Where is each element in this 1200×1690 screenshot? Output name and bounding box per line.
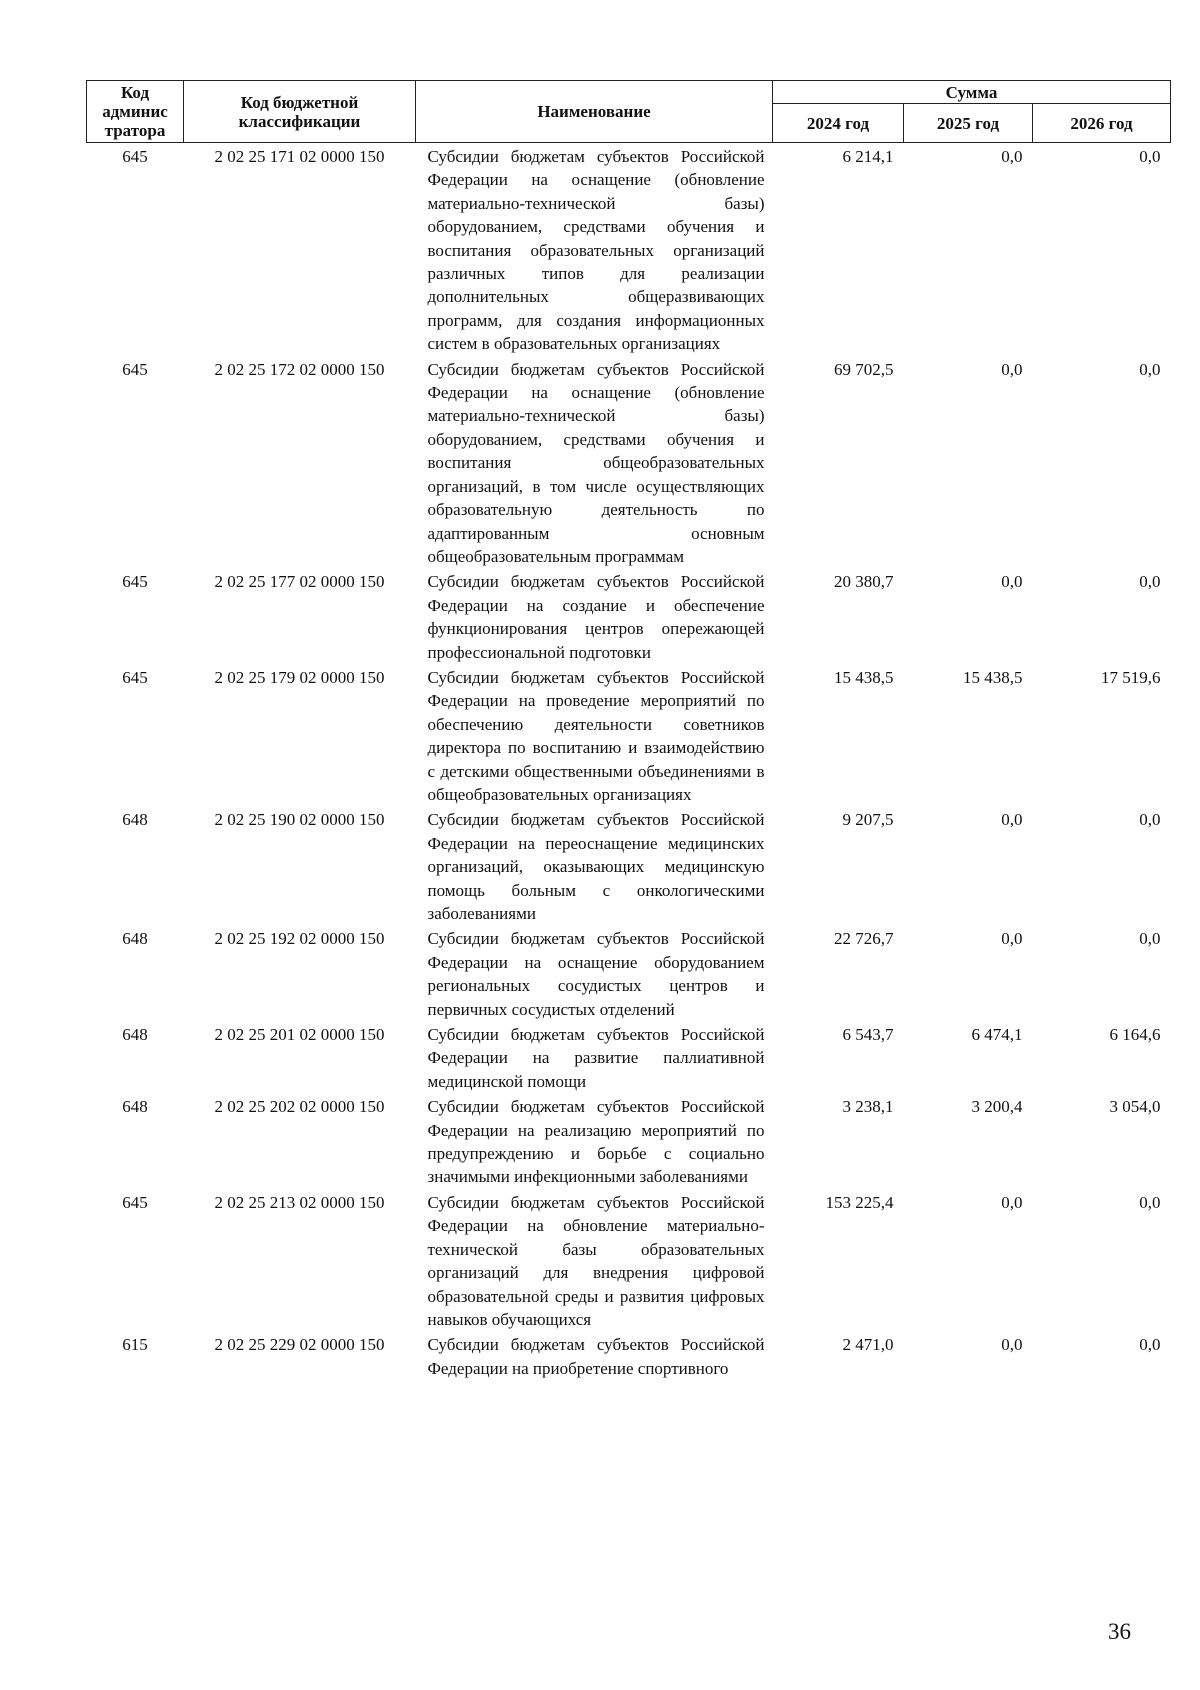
table-row xyxy=(87,1331,1171,1380)
budget-code-cell: 2 02 25 192 02 0000 150 xyxy=(214,929,385,949)
amount-2024-cell: 22 726,7 xyxy=(834,929,894,949)
amount-2025-cell: 15 438,5 xyxy=(963,667,1023,687)
amount-2024-cell: 2 471,0 xyxy=(842,1335,894,1355)
table-row xyxy=(87,1093,1171,1189)
amount-2026-cell: 3 054,0 xyxy=(1109,1097,1161,1117)
table-row xyxy=(87,1189,1171,1331)
amount-2026-cell: 0,0 xyxy=(1139,147,1161,166)
name-cell: Субсидии бюджетам субъектов Российской Федерации на создание и обеспечение функционирования центров опережающей профессиональной подготовки xyxy=(427,572,765,662)
amount-2025-cell: 0,0 xyxy=(1001,572,1023,592)
table-row xyxy=(87,356,1171,569)
budget-code-cell: 2 02 25 172 02 0000 150 xyxy=(214,359,385,379)
header-admin-code: Код админис тратора xyxy=(87,81,184,143)
amount-2024-cell: 15 438,5 xyxy=(834,667,894,687)
header-budget-code: Код бюджетной классификации xyxy=(184,81,416,143)
table-row xyxy=(87,143,1171,356)
name-cell: Субсидии бюджетам субъектов Российской Федерации на оснащение (обновление материально-технической базы) оборудованием, средствами обучения и воспитания общеобразовательных организаций, в том числе осуществляющих образовательную деятельность по адаптированным основным общеобразовательным программам xyxy=(427,359,765,566)
header-year-2025: 2025 год xyxy=(904,104,1033,143)
admin-code-cell: 648 xyxy=(122,1025,148,1045)
table-header xyxy=(87,81,1171,143)
budget-code-cell: 2 02 25 213 02 0000 150 xyxy=(214,1192,385,1212)
name-cell: Субсидии бюджетам субъектов Российской Федерации на переоснащение медицинских организаций, оказывающих медицинскую помощь больным с онкологическими заболеваниями xyxy=(427,810,765,923)
budget-code-cell: 2 02 25 171 02 0000 150 xyxy=(214,147,385,166)
amount-2025-cell: 0,0 xyxy=(1001,1192,1023,1212)
admin-code-cell: 648 xyxy=(122,929,148,949)
table-row xyxy=(87,1021,1171,1093)
budget-code-cell: 2 02 25 202 02 0000 150 xyxy=(214,1097,385,1117)
admin-code-cell: 648 xyxy=(122,810,148,830)
name-cell: Субсидии бюджетам субъектов Российской Федерации на обновление материально-технической базы образовательных организаций для внедрения цифровой образовательной среды и развития цифровых навыков обучающихся xyxy=(427,1192,765,1329)
amount-2025-cell: 6 474,1 xyxy=(971,1025,1023,1045)
budget-table xyxy=(86,80,1171,1380)
name-cell: Субсидии бюджетам субъектов Российской Федерации на оснащение (обновление материально-технической базы) оборудованием, средствами обучения и воспитания образовательных организаций различных типов для реализации дополнительных общеразвивающих программ, для создания информационных систем в образовательных организациях xyxy=(427,147,765,354)
amount-2024-cell: 153 225,4 xyxy=(825,1192,894,1212)
budget-code-cell: 2 02 25 177 02 0000 150 xyxy=(214,572,385,592)
amount-2026-cell: 0,0 xyxy=(1139,810,1161,830)
name-cell: Субсидии бюджетам субъектов Российской Федерации на проведение мероприятий по обеспечению деятельности советников директора по воспитанию и взаимодействию с детскими общественными объединениями в общеобразовательных организациях xyxy=(427,667,765,804)
budget-code-cell: 2 02 25 229 02 0000 150 xyxy=(214,1335,385,1355)
amount-2026-cell: 0,0 xyxy=(1139,572,1161,592)
table-body xyxy=(87,143,1171,1381)
header-sum: Сумма xyxy=(773,81,1171,104)
amount-2024-cell: 69 702,5 xyxy=(834,359,894,379)
amount-2025-cell: 0,0 xyxy=(1001,359,1023,379)
amount-2026-cell: 0,0 xyxy=(1139,1192,1161,1212)
header-year-2026: 2026 год xyxy=(1033,104,1171,143)
amount-2024-cell: 6 543,7 xyxy=(842,1025,894,1045)
amount-2024-cell: 9 207,5 xyxy=(842,810,894,830)
amount-2024-cell: 20 380,7 xyxy=(834,572,894,592)
budget-code-cell: 2 02 25 179 02 0000 150 xyxy=(214,667,385,687)
amount-2026-cell: 0,0 xyxy=(1139,359,1161,379)
amount-2025-cell: 0,0 xyxy=(1001,810,1023,830)
admin-code-cell: 645 xyxy=(122,147,148,166)
table-row xyxy=(87,664,1171,806)
header-year-2024: 2024 год xyxy=(773,104,904,143)
budget-code-cell: 2 02 25 190 02 0000 150 xyxy=(214,810,385,830)
amount-2024-cell: 6 214,1 xyxy=(842,147,894,166)
budget-code-cell: 2 02 25 201 02 0000 150 xyxy=(214,1025,385,1045)
name-cell: Субсидии бюджетам субъектов Российской Федерации на приобретение спортивного xyxy=(427,1335,765,1378)
amount-2025-cell: 0,0 xyxy=(1001,147,1023,166)
admin-code-cell: 645 xyxy=(122,572,148,592)
amount-2026-cell: 6 164,6 xyxy=(1109,1025,1161,1045)
name-cell: Субсидии бюджетам субъектов Российской Федерации на оснащение оборудованием региональных сосудистых центров и первичных сосудистых отделений xyxy=(427,929,765,1019)
admin-code-cell: 645 xyxy=(122,359,148,379)
admin-code-cell: 648 xyxy=(122,1097,148,1117)
table-row xyxy=(87,806,1171,925)
header-name: Наименование xyxy=(416,81,773,143)
admin-code-cell: 645 xyxy=(122,667,148,687)
amount-2024-cell: 3 238,1 xyxy=(842,1097,894,1117)
amount-2026-cell: 0,0 xyxy=(1139,929,1161,949)
amount-2025-cell: 0,0 xyxy=(1001,929,1023,949)
amount-2026-cell: 17 519,6 xyxy=(1101,667,1161,687)
admin-code-cell: 615 xyxy=(122,1335,148,1355)
amount-2026-cell: 0,0 xyxy=(1139,1335,1161,1355)
page-number: 36 xyxy=(1108,1619,1131,1644)
name-cell: Субсидии бюджетам субъектов Российской Федерации на развитие паллиативной медицинской помощи xyxy=(427,1025,765,1091)
amount-2025-cell: 3 200,4 xyxy=(971,1097,1023,1117)
name-cell: Субсидии бюджетам субъектов Российской Федерации на реализацию мероприятий по предупреждению и борьбе с социально значимыми инфекционными заболеваниями xyxy=(427,1097,765,1187)
amount-2025-cell: 0,0 xyxy=(1001,1335,1023,1355)
table-row xyxy=(87,568,1171,664)
table-row xyxy=(87,925,1171,1021)
admin-code-cell: 645 xyxy=(122,1192,148,1212)
